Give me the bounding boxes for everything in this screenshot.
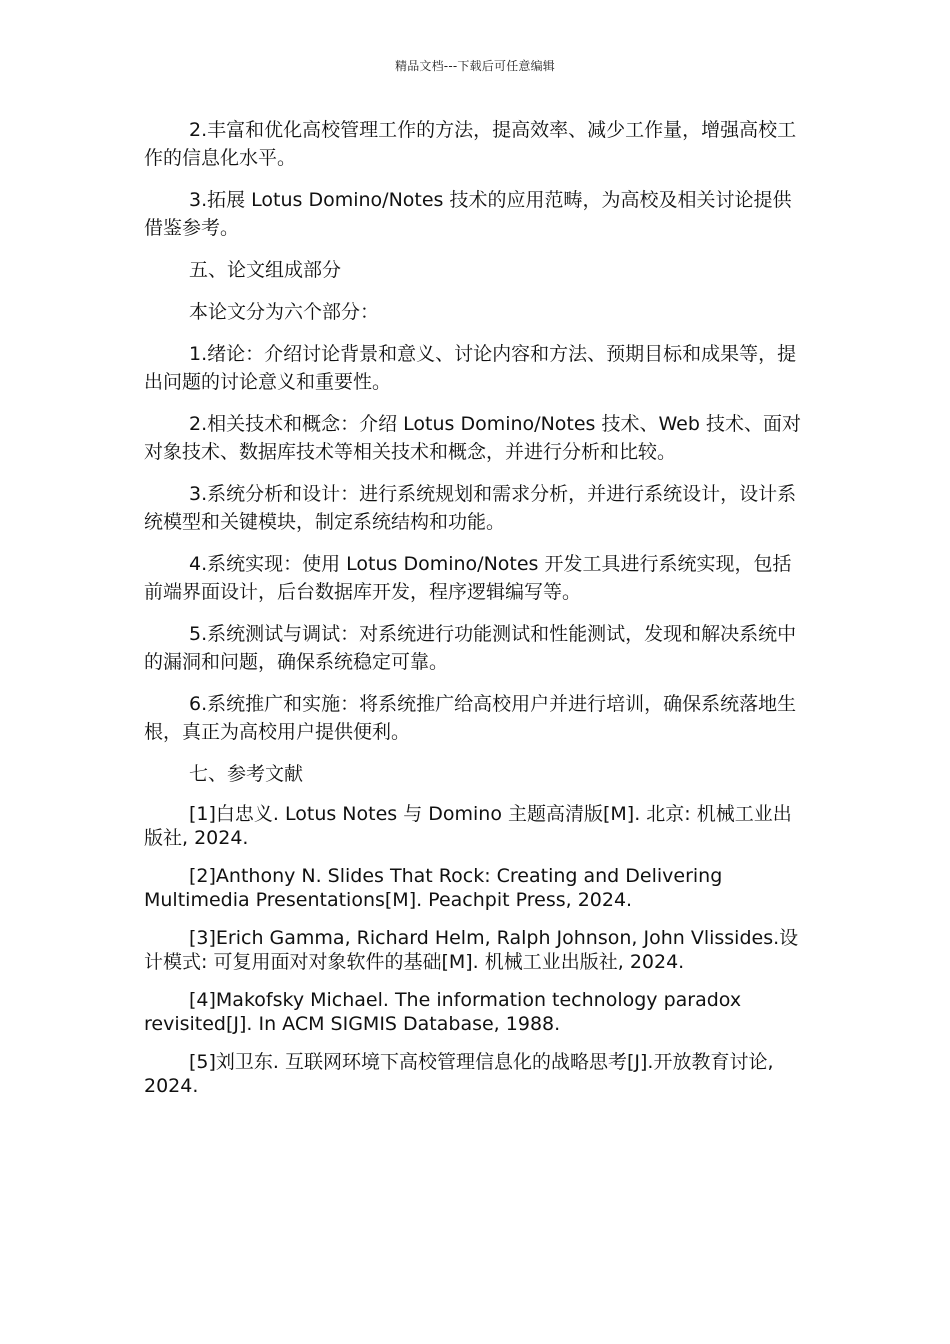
- paragraph-part-5: 5.系统测试与调试：对系统进行功能测试和性能测试，发现和解决系统中的漏洞和问题，确保系统稳定可靠。: [144, 623, 797, 673]
- paragraph-part-3: 3.系统分析和设计：进行系统规划和需求分析，并进行系统设计，设计系统模型和关键模块，制定系统结构和功能。: [144, 483, 797, 533]
- paragraph-part-1: 1.绪论：介绍讨论背景和意义、讨论内容和方法、预期目标和成果等，提出问题的讨论意义和重要性。: [144, 343, 797, 393]
- paragraph-goal-3: 3.拓展 Lotus Domino/Notes 技术的应用范畴，为高校及相关讨论提供借鉴参考。: [144, 189, 792, 239]
- paragraph-parts-intro: 本论文分为六个部分：: [189, 301, 380, 323]
- paragraph-part-2: 2.相关技术和概念：介绍 Lotus Domino/Notes 技术、Web 技术、面对对象技术、数据库技术等相关技术和概念，并进行分析和比较。: [144, 413, 801, 463]
- reference-item-2: [2]Anthony N. Slides That Rock: Creating and Delivering Multimedia Presentations[M]. Peachpit Press, 2024.: [144, 865, 723, 911]
- reference-item-5: [5]刘卫东. 互联网环境下高校管理信息化的战略思考[J].开放教育讨论, 2024.: [144, 1051, 774, 1097]
- paragraph-part-4: 4.系统实现：使用 Lotus Domino/Notes 开发工具进行系统实现，包括前端界面设计，后台数据库开发，程序逻辑编写等。: [144, 553, 792, 603]
- section-heading-thesis-parts: 五、论文组成部分: [189, 259, 342, 281]
- page-header: 精品文档---下载后可任意编辑: [395, 59, 555, 73]
- reference-item-1: [1]白忠义. Lotus Notes 与 Domino 主题高清版[M]. 北京: 机械工业出版社, 2024.: [144, 803, 792, 849]
- reference-item-3: [3]Erich Gamma, Richard Helm, Ralph Johnson, John Vlissides.设计模式: 可复用面对对象软件的基础[M]. 机械工业出版社, 2024.: [144, 927, 799, 973]
- document-body: [144, 116, 808, 1112]
- paragraph-part-6: 6.系统推广和实施：将系统推广给高校用户并进行培训，确保系统落地生根，真正为高校用户提供便利。: [144, 693, 797, 743]
- paragraph-goal-2: 2.丰富和优化高校管理工作的方法，提高效率、减少工作量，增强高校工作的信息化水平。: [144, 119, 797, 169]
- reference-item-4: [4]Makofsky Michael. The information technology paradox revisited[J]. In ACM SIGMIS Database, 1988.: [144, 989, 742, 1035]
- section-heading-references: 七、参考文献: [189, 763, 304, 785]
